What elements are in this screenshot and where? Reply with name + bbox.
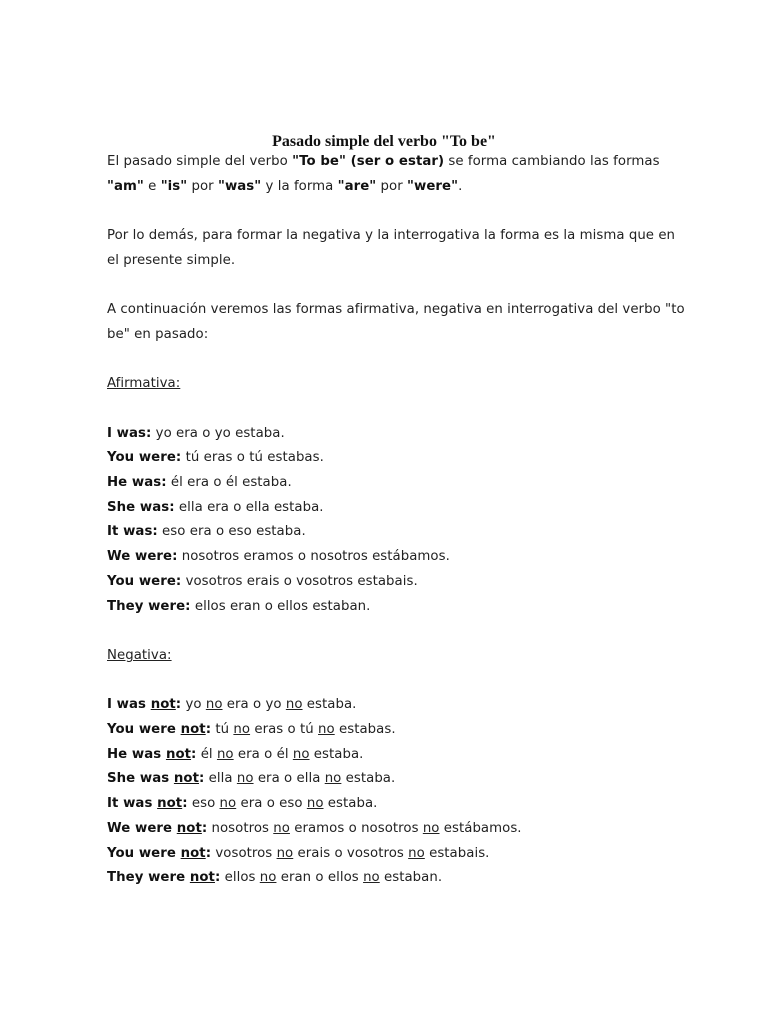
negative-list: [107, 693, 687, 891]
affirmative-row: [107, 496, 687, 521]
intro-paragraph: [107, 150, 687, 199]
negative-heading: Negativa:: [107, 647, 172, 663]
negative-part-2: era o ella: [253, 771, 325, 787]
negative-part-1: él: [196, 746, 217, 762]
intro-bold-5: "are": [337, 178, 377, 194]
intro-text-4: por: [187, 178, 218, 194]
not-word: not: [176, 820, 202, 836]
no-word: no: [306, 796, 324, 812]
negative-row: [107, 792, 687, 817]
no-word: no: [422, 820, 440, 836]
negative-subject-text: He was: [107, 746, 166, 762]
affirmative-translation: tú eras o tú estabas.: [181, 450, 324, 466]
page-title: Pasado simple del verbo "To be": [272, 133, 496, 150]
document-body: [107, 150, 687, 891]
intro-text-1: El pasado simple del verbo: [107, 154, 293, 169]
affirmative-subject: We were:: [107, 549, 178, 565]
negative-subject-text: You were: [107, 845, 181, 861]
no-word: no: [318, 722, 335, 738]
no-word: no: [324, 771, 342, 787]
intro-text-2: se forma cambiando las formas: [444, 154, 660, 169]
intro-bold-1: "To be" (ser o estar): [292, 154, 445, 169]
negative-part-3: estaba.: [323, 796, 378, 812]
negative-part-2: era o él: [233, 746, 293, 762]
paragraph-negative-interrogative: Por lo demás, para formar la negativa y la interrogativa la forma es la misma que en el presente simple.: [107, 228, 676, 268]
negative-subject-text: It was: [107, 796, 158, 812]
negative-row: [107, 767, 687, 792]
affirmative-row: [107, 545, 687, 570]
negative-row: [107, 817, 687, 842]
negative-part-3: estaba.: [309, 746, 364, 762]
spacer: [107, 619, 687, 644]
negative-part-3: estabais.: [424, 845, 490, 861]
intro-bold-6: "were": [407, 178, 459, 194]
negative-part-3: estabas.: [334, 722, 396, 738]
negative-subject: He was not:: [107, 746, 197, 762]
affirmative-row: [107, 471, 687, 496]
negative-part-1: yo: [181, 697, 206, 713]
negative-subject: You were not:: [107, 845, 212, 861]
no-word: no: [363, 870, 380, 886]
affirmative-subject: You were:: [107, 450, 182, 466]
negative-subject: They were not:: [107, 870, 221, 886]
negative-part-2: eramos o nosotros: [289, 820, 423, 836]
affirmative-subject: I was:: [107, 425, 152, 441]
affirmative-list: [107, 422, 687, 620]
negative-part-2: erais o vosotros: [293, 845, 409, 861]
negative-subject-text: She was: [107, 771, 174, 787]
negative-row: [107, 866, 687, 891]
negative-subject: I was not:: [107, 697, 182, 713]
negative-part-2: eras o tú: [250, 722, 319, 738]
spacer: [107, 348, 687, 373]
paragraph-forms-intro: A continuación veremos las formas afirmativa, negativa en interrogativa del verbo "to be" en pasado:: [107, 302, 685, 342]
affirmative-row: [107, 570, 687, 595]
negative-row: [107, 743, 687, 768]
intro-bold-2: "am": [107, 178, 144, 194]
negative-part-1: vosotros: [211, 845, 277, 861]
negative-part-2: eran o ellos: [276, 870, 364, 886]
affirmative-subject: You were:: [107, 573, 182, 589]
negative-subject-text: We were: [107, 820, 177, 836]
negative-subject: We were not:: [107, 820, 208, 836]
affirmative-translation: ellos eran o ellos estaban.: [190, 598, 371, 614]
negative-row: [107, 693, 687, 718]
negative-part-2: era o eso: [236, 796, 307, 812]
negative-part-3: estábamos.: [439, 820, 522, 836]
negative-subject: It was not:: [107, 796, 188, 812]
affirmative-row: [107, 520, 687, 545]
affirmative-translation: él era o él estaba.: [166, 475, 292, 491]
affirmative-translation: vosotros erais o vosotros estabais.: [181, 573, 418, 589]
affirmative-translation: nosotros eramos o nosotros estábamos.: [177, 549, 450, 565]
negative-row: [107, 718, 687, 743]
negative-subject: You were not:: [107, 722, 212, 738]
intro-text-7: .: [458, 178, 463, 194]
spacer: [107, 397, 687, 422]
no-word: no: [285, 697, 303, 713]
negative-part-1: tú: [211, 722, 234, 738]
no-word: no: [216, 746, 234, 762]
negative-subject-text: I was: [107, 697, 151, 713]
not-word: not: [180, 845, 206, 861]
negative-part-2: era o yo: [222, 697, 286, 713]
negative-part-3: estaban.: [379, 870, 443, 886]
affirmative-translation: yo era o yo estaba.: [151, 425, 285, 441]
negative-subject-text: They were: [107, 870, 190, 886]
affirmative-translation: ella era o ella estaba.: [174, 499, 324, 515]
intro-text-5: y la forma: [261, 178, 338, 194]
intro-text-6: por: [376, 178, 408, 194]
affirmative-heading: Afirmativa:: [107, 376, 181, 392]
spacer: [107, 274, 687, 299]
no-word: no: [259, 870, 277, 886]
no-word: no: [292, 746, 310, 762]
not-word: not: [150, 697, 176, 713]
not-word: not: [157, 796, 183, 812]
negative-part-1: ella: [204, 771, 237, 787]
spacer: [107, 199, 687, 224]
affirmative-subject: It was:: [107, 524, 158, 540]
negative-part-1: eso: [187, 796, 220, 812]
affirmative-subject: He was:: [107, 475, 167, 491]
not-word: not: [165, 746, 192, 762]
intro-bold-4: "was": [217, 178, 262, 194]
affirmative-row: [107, 446, 687, 471]
no-word: no: [276, 845, 294, 861]
negative-part-3: estaba.: [341, 771, 396, 787]
no-word: no: [236, 771, 254, 787]
not-word: not: [173, 771, 200, 787]
affirmative-row: [107, 595, 687, 620]
no-word: no: [205, 697, 223, 713]
intro-bold-3: "is": [160, 178, 188, 194]
negative-part-1: ellos: [220, 870, 260, 886]
spacer: [107, 669, 687, 694]
no-word: no: [219, 796, 237, 812]
no-word: no: [408, 845, 425, 861]
intro-text-3: e: [143, 178, 161, 194]
not-word: not: [180, 722, 206, 738]
negative-subject: She was not:: [107, 771, 205, 787]
no-word: no: [233, 722, 251, 738]
negative-subject-text: You were: [107, 722, 181, 738]
not-word: not: [189, 870, 215, 886]
negative-row: [107, 842, 687, 867]
negative-part-3: estaba.: [302, 697, 357, 713]
negative-part-1: nosotros: [207, 820, 274, 836]
affirmative-subject: She was:: [107, 499, 175, 515]
no-word: no: [273, 820, 290, 836]
affirmative-row: [107, 422, 687, 447]
affirmative-translation: eso era o eso estaba.: [157, 524, 306, 540]
affirmative-subject: They were:: [107, 598, 191, 614]
